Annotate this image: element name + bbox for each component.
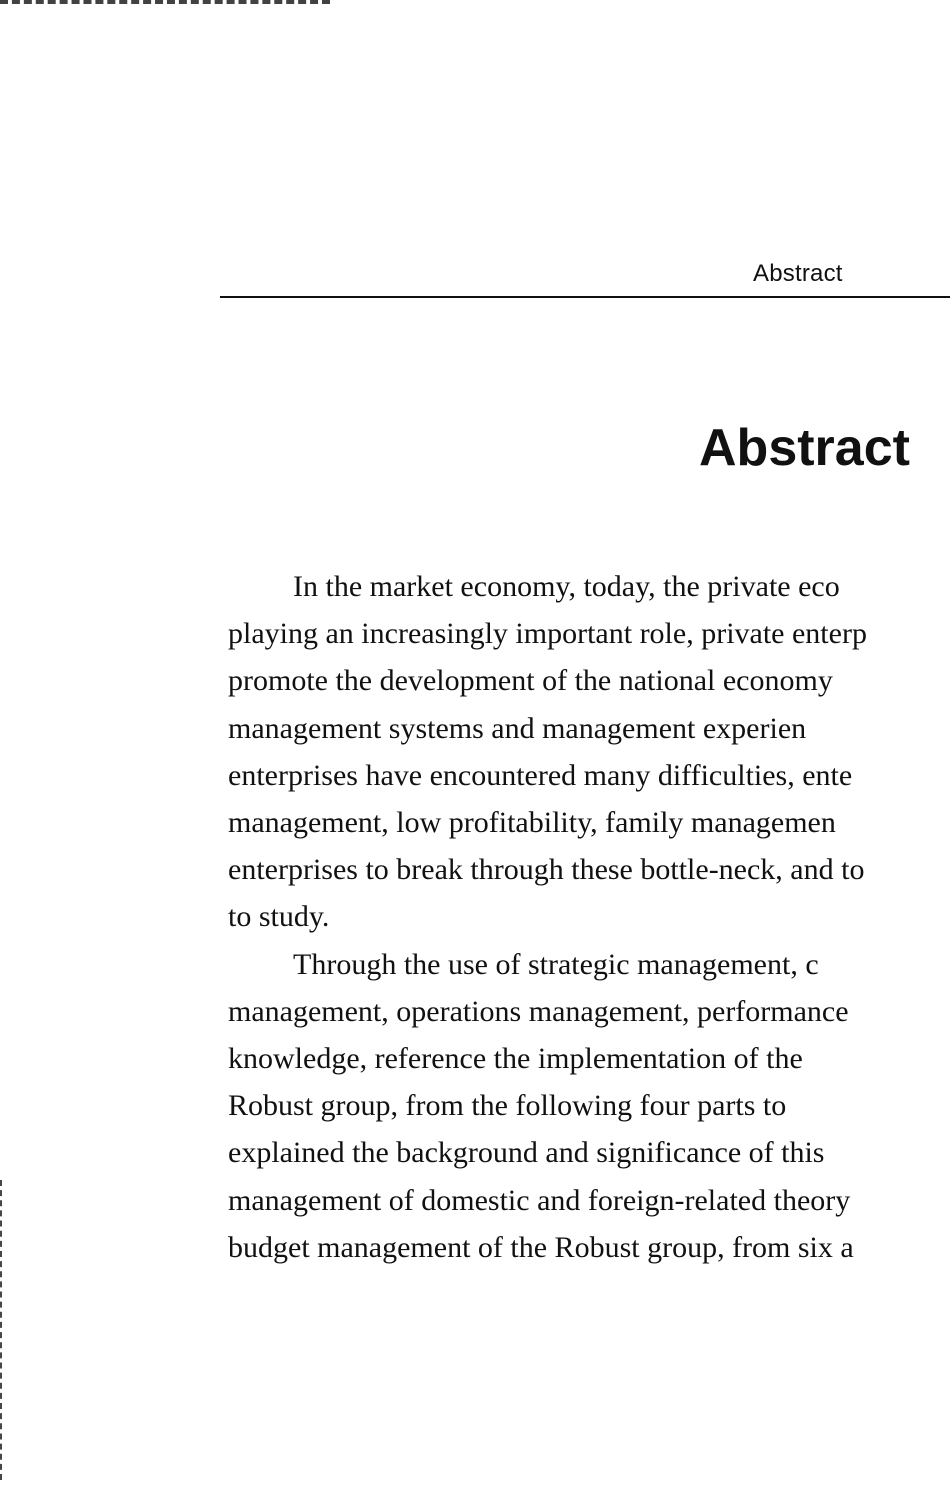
- paragraph-2: [228, 941, 950, 1271]
- text-line: promote the development of the national economy: [228, 664, 833, 698]
- text-line: management systems and management experien: [228, 711, 807, 745]
- paragraph-1: [228, 563, 950, 941]
- text-line: management of domestic and foreign-related theory: [228, 1183, 851, 1217]
- text-line: enterprises have encountered many difficulties, ente: [228, 758, 853, 792]
- text-line: management, operations management, performance: [228, 994, 849, 1028]
- running-header-title: Abstract: [753, 260, 843, 287]
- abstract-body: [228, 563, 950, 1271]
- text-line: In the market economy, today, the private eco: [293, 570, 840, 603]
- text-line: playing an increasingly important role, private enterp: [228, 617, 867, 651]
- text-line: management, low profitability, family managemen: [228, 806, 836, 840]
- text-line: budget management of the Robust group, from six a: [228, 1230, 854, 1264]
- text-line: enterprises to break through these bottle-neck, and to: [228, 853, 865, 887]
- text-line: Robust group, from the following four parts to: [228, 1089, 787, 1123]
- text-line: explained the background and significance of this: [228, 1136, 825, 1170]
- header-rule: [220, 296, 950, 298]
- page-title: Abstract: [699, 419, 910, 477]
- running-header: [220, 256, 950, 298]
- text-line: to study.: [228, 900, 330, 934]
- scan-edge-marks-left: [0, 1180, 4, 1480]
- text-line: Through the use of strategic management, c: [293, 947, 819, 981]
- scan-edge-marks-top: [0, 0, 330, 8]
- text-line: knowledge, reference the implementation of the: [228, 1042, 803, 1076]
